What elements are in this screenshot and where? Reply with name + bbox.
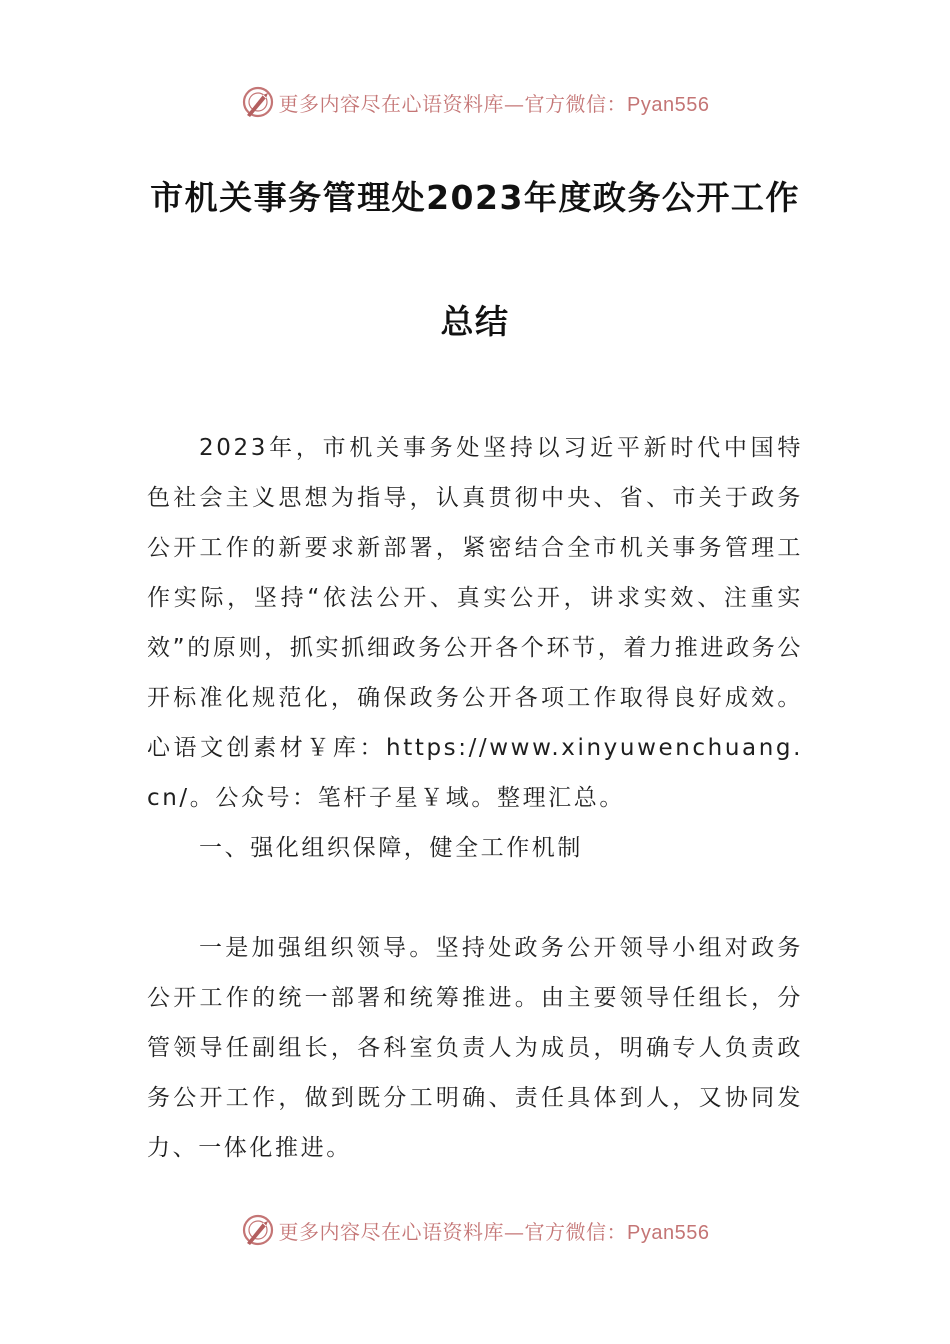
document-body bbox=[147, 423, 803, 1173]
section-heading-1: 一、强化组织保障，健全工作机制 bbox=[199, 835, 583, 861]
intro-paragraph: 2023年，市机关事务处坚持以习近平新时代中国特色社会主义思想为指导，认真贯彻中央、省、市关于政务公开工作的新要求新部署，紧密结合全市机关事务管理工作实际，坚持“依法公开、真实公开，讲求实效、注重实效”的原则，抓实抓细政务公开各个环节，着力推进政务公开标准化规范化，确保政务公开各项工作取得良好成效。心语文创素材￥库：https://www.xinyuwenchuang.cn/。公众号：笔杆子星￥域。整理汇总。 bbox=[147, 435, 803, 811]
paragraph-spacer bbox=[147, 873, 803, 923]
pen-nib-logo-icon bbox=[241, 85, 275, 119]
watermark-text: 更多内容尽在心语资料库—官方微信：Pyan556 bbox=[278, 1219, 710, 1244]
bottom-watermark-banner bbox=[0, 1208, 950, 1252]
pen-nib-logo-icon bbox=[241, 1213, 275, 1247]
watermark-text: 更多内容尽在心语资料库—官方微信：Pyan556 bbox=[278, 91, 710, 116]
document-title-line-2: 总结 bbox=[440, 302, 510, 341]
wechat-id: Pyan556 bbox=[627, 93, 710, 116]
document-title-line-1: 市机关事务管理处2023年度政务公开工作 bbox=[150, 178, 800, 217]
wechat-id: Pyan556 bbox=[627, 1221, 710, 1244]
top-watermark-banner bbox=[0, 80, 950, 124]
section-1-paragraph-1: 一是加强组织领导。坚持处政务公开领导小组对政务公开工作的统一部署和统筹推进。由主要领导任组长，分管领导任副组长，各科室负责人为成员，明确专人负责政务公开工作，做到既分工明确、责任具体到人，又协同发力、一体化推进。 bbox=[147, 935, 803, 1161]
